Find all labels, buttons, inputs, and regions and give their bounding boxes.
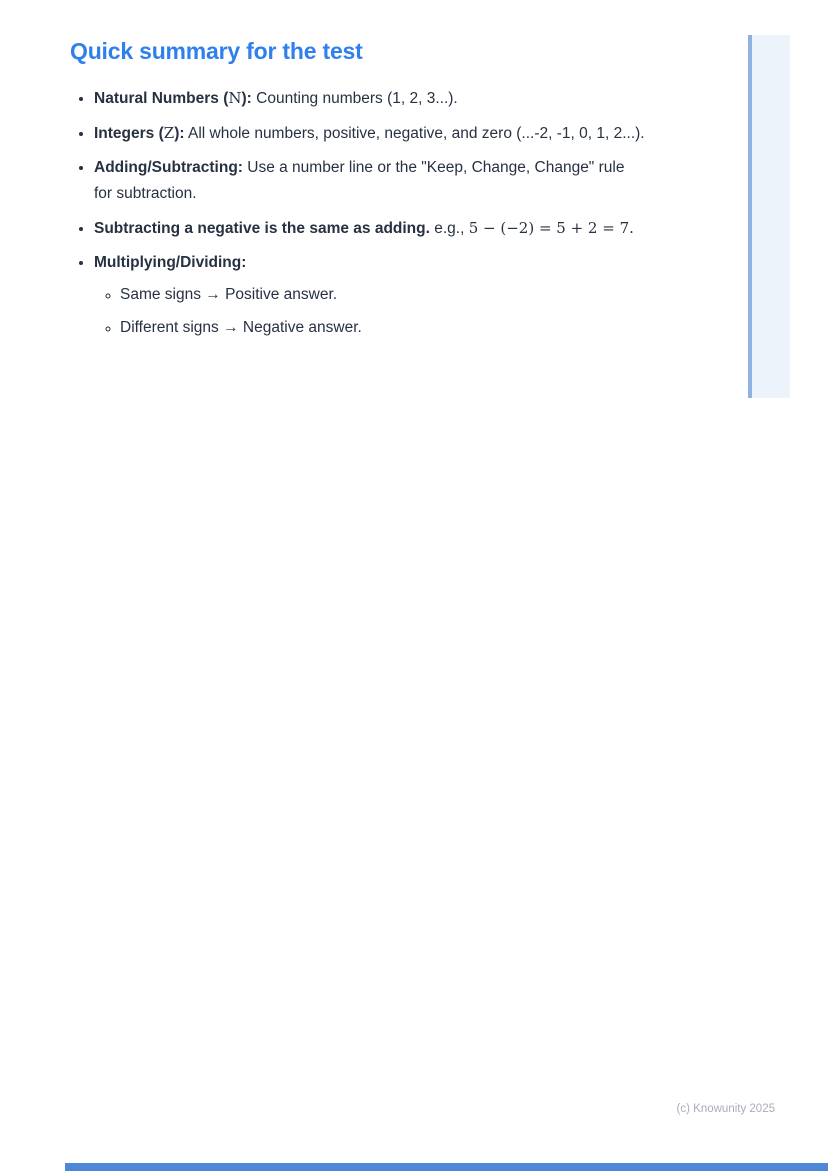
sub-item-different-signs — [120, 315, 645, 341]
page-edge-accent-line — [748, 35, 752, 398]
sub-list — [94, 282, 645, 341]
term-label: Adding/Subtracting: — [94, 159, 243, 176]
page-divider-bar — [65, 1163, 828, 1171]
summary-list — [70, 85, 645, 341]
document-page — [70, 38, 645, 349]
term-label: Natural Numbers ( — [94, 90, 229, 107]
math-formula: 5 − (−2) = 5 + 2 = 7. — [468, 219, 634, 237]
list-item-adding-subtracting — [94, 155, 645, 207]
list-item-multiplying-dividing — [94, 250, 645, 341]
sub-item-text: Different signs → Negative answer. — [120, 319, 362, 336]
term-label-close: ): — [241, 90, 252, 107]
math-symbol-naturals: N — [228, 89, 242, 107]
term-label: Subtracting a negative is the same as adding. — [94, 220, 430, 237]
page-edge-panel — [748, 35, 790, 398]
sub-item-text: Same signs → Positive answer. — [120, 286, 338, 303]
sub-item-same-signs — [120, 282, 645, 308]
list-item-integers — [94, 120, 645, 147]
math-symbol-integers: Z — [163, 124, 175, 142]
definition-text: All whole numbers, positive, negative, and zero (...-2, -1, 0, 1, 2...). — [184, 125, 645, 142]
definition-text: Use a number line or the "Keep, Change, Change" rule for subtraction. — [94, 159, 625, 202]
page-title: Quick summary for the test — [70, 38, 363, 64]
footer-credit: (c) Knowunity 2025 — [676, 1103, 775, 1115]
list-item-subtracting-negative — [94, 215, 645, 242]
term-label: Multiplying/Dividing: — [94, 254, 247, 271]
term-label: Integers ( — [94, 125, 164, 142]
definition-text: Counting numbers (1, 2, 3...). — [251, 90, 458, 107]
definition-text: e.g., — [429, 220, 469, 237]
list-item-natural-numbers — [94, 85, 645, 112]
term-label-close: ): — [174, 125, 185, 142]
